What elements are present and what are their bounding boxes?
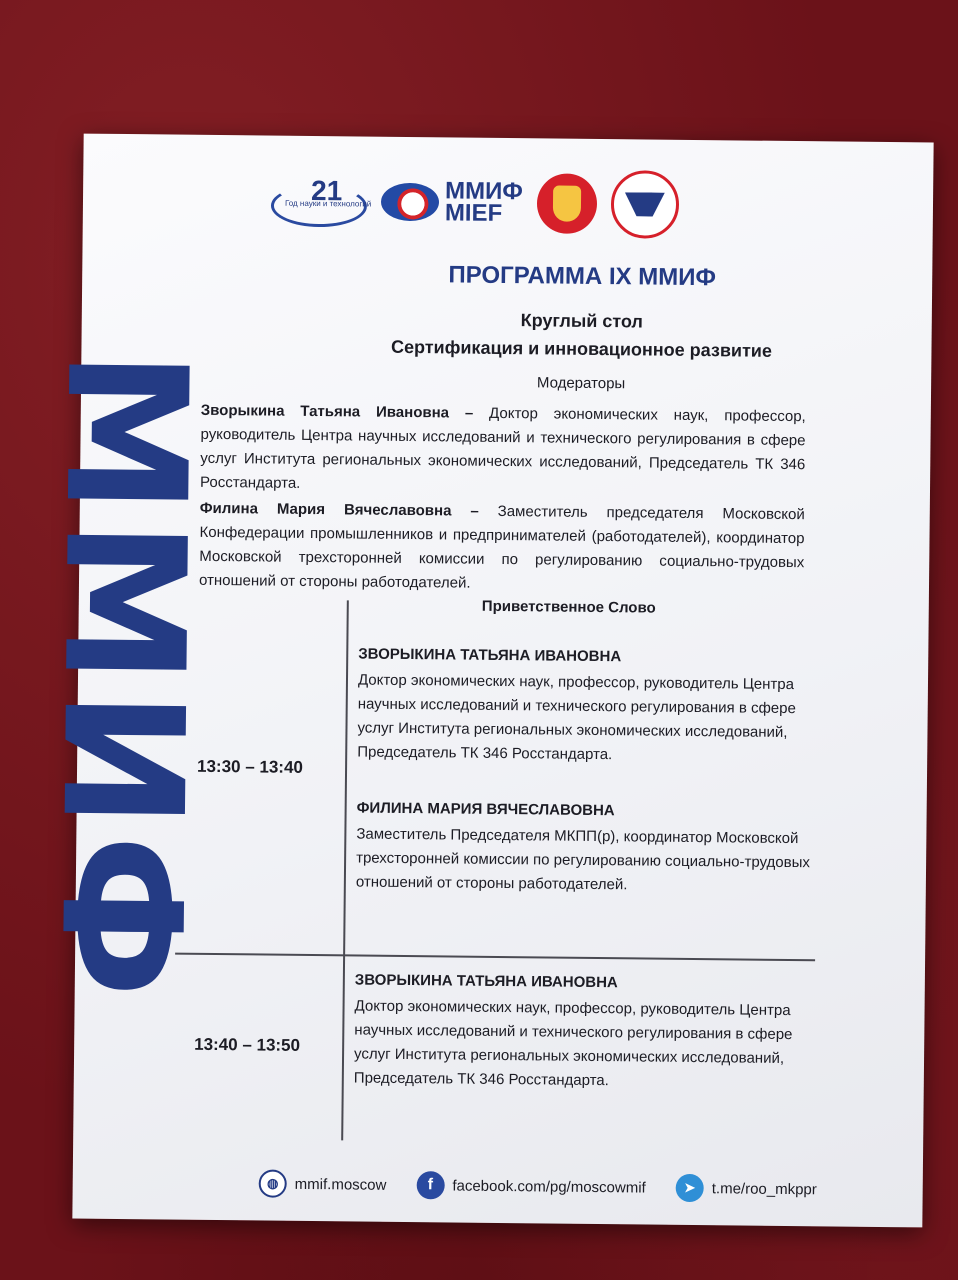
moderator-desc: Доктор экономических наук, профессор, руководитель Центра научных исследований и технического регулирования в сфере услуг Института региональных экономических исследований, Председатель ТК 346 Росстандарта. (199, 404, 806, 492)
mmif-swoosh-icon (381, 183, 439, 222)
vertical-brand-text: ММИФ (23, 348, 223, 1005)
slot-time: 13:30 – 13:40 (196, 756, 304, 777)
vertical-brand (2, 133, 243, 1220)
speaker-entry (356, 796, 827, 899)
facebook-icon: f (416, 1171, 444, 1199)
event-type: Круглый стол (520, 310, 643, 332)
moderator-item (199, 497, 805, 599)
speaker-desc: Доктор экономических наук, профессор, руководитель Центра научных исследований и технического регулирования в сфере услуг Института региональных экономических исследований, Председатель ТК 346 Росстандарта. (353, 997, 793, 1090)
facebook-link[interactable] (416, 1171, 646, 1201)
speaker-name: ЗВОРЫКИНА ТАТЬЯНА ИВАНОВНА (358, 645, 622, 666)
schedule-section-title: Приветственное Слово (481, 597, 656, 617)
year-logo-number: 21 (310, 174, 343, 207)
facebook-text: facebook.com/pg/moscowmif (452, 1176, 646, 1197)
telegram-text: t.me/roo_mkppr (711, 1179, 817, 1198)
program-sheet (23, 134, 933, 1228)
globe-icon: ◍ (259, 1169, 287, 1197)
program-title: ПРОГРАММА IX ММИФ (448, 261, 717, 292)
moderator-name: Филина Мария Вячеславовна – (199, 499, 479, 520)
mmif-logo-ru: ММИФ (444, 177, 523, 206)
mkppr-emblem-icon (610, 170, 679, 239)
moderator-desc: Заместитель председателя Московской Конфедерации промышленников и предпринимателей (работодателей), координатор Московской трехсторонней комиссии по регулированию социально-трудовых отношений от стороны работодателей. (198, 502, 805, 592)
moderator-item (200, 399, 806, 501)
speaker-name: ФИЛИНА МАРИЯ ВЯЧЕСЛАВОВНА (356, 799, 615, 820)
telegram-icon: ➤ (676, 1174, 704, 1202)
website-text: mmif.moscow (294, 1175, 387, 1194)
logo-row (271, 166, 732, 241)
table-vertical-divider (341, 600, 349, 1140)
moderator-name: Зворыкина Татьяна Ивановна – (200, 401, 474, 422)
footer-links (259, 1169, 859, 1203)
moderators-label: Модераторы (536, 374, 626, 393)
year-logo-caption: Год науки и технологий (284, 198, 372, 209)
speaker-desc: Доктор экономических наук, профессор, руководитель Центра научных исследований и технического регулирования в сфере услуг Института региональных экономических исследований, Председатель ТК 346 Росстандарта. (357, 671, 796, 764)
speaker-desc: Заместитель Председателя МКПП(р), координатор Московской трехсторонней комиссии по регулированию социально-трудовых отношений от стороны работодателей. (355, 825, 811, 894)
telegram-link[interactable] (676, 1174, 817, 1203)
year-of-science-logo (271, 174, 372, 228)
speaker-entry (357, 642, 828, 769)
mmif-logo (381, 177, 523, 227)
moscow-coat-of-arms-icon (536, 173, 597, 234)
event-title: Сертификация и инновационное развитие (390, 336, 773, 361)
mmif-logo-en: MIEF (444, 199, 503, 227)
speaker-entry (354, 968, 825, 1095)
website-link[interactable] (259, 1169, 387, 1198)
speaker-name: ЗВОРЫКИНА ТАТЬЯНА ИВАНОВНА (354, 971, 618, 992)
table-horizontal-divider (175, 953, 815, 962)
slot-time: 13:40 – 13:50 (194, 1034, 301, 1055)
